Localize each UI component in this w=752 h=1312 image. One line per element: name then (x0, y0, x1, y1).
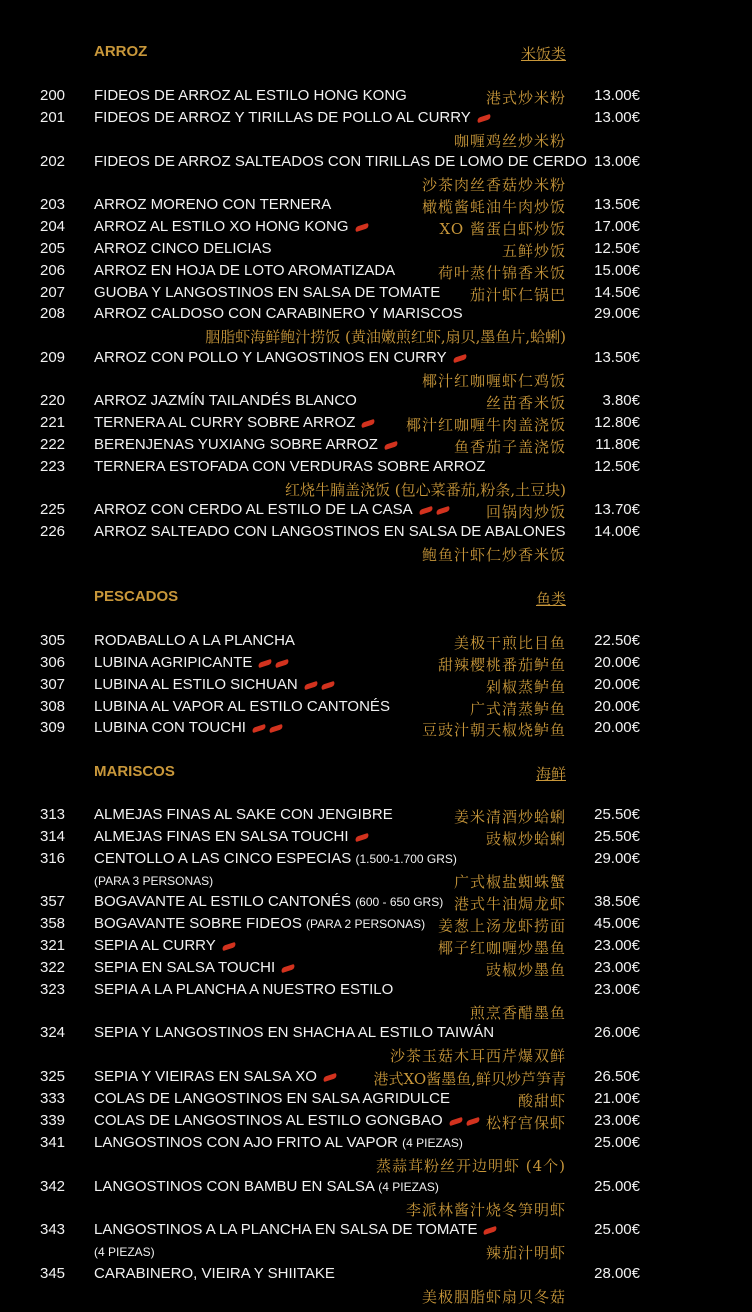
chili-icon (384, 440, 399, 449)
item-name: BOGAVANTE AL ESTILO CANTONÉS (94, 893, 352, 910)
item-name: CARABINERO, VIEIRA Y SHIITAKE (94, 1265, 335, 1282)
item-name-wrap (94, 915, 425, 932)
item-name: ALMEJAS FINAS EN SALSA TOUCHI (94, 828, 349, 845)
item-number: 226 (40, 523, 66, 540)
item-price: 13.50€ (594, 349, 640, 366)
item-name: COLAS DE LANGOSTINOS EN SALSA AGRIDULCE (94, 1090, 450, 1107)
item-price: 11.80€ (595, 436, 640, 453)
menu-item (0, 153, 752, 175)
item-name-chinese: 茄汁虾仁锅巴 (469, 286, 566, 304)
menu-item (0, 109, 752, 131)
menu-item (0, 806, 752, 828)
item-number: 341 (40, 1134, 66, 1151)
menu-item (0, 654, 752, 676)
menu-item (0, 458, 752, 480)
item-name: GUOBA Y LANGOSTINOS EN SALSA DE TOMATE (94, 284, 441, 301)
item-number: 309 (40, 719, 66, 736)
item-subnote: (PARA 3 PERSONAS) (94, 874, 214, 888)
chili-icon (354, 222, 369, 231)
chili-icon (320, 680, 335, 689)
item-price: 20.00€ (594, 676, 640, 693)
item-name-chinese: 酸甜虾 (517, 1092, 566, 1110)
item-price: 20.00€ (594, 698, 640, 715)
menu-item (0, 501, 752, 523)
item-name-wrap (94, 719, 283, 736)
item-number: 220 (40, 392, 66, 409)
item-name: LUBINA AL ESTILO SICHUAN (94, 676, 298, 693)
item-name: COLAS DE LANGOSTINOS AL ESTILO GONGBAO (94, 1112, 443, 1129)
menu-item (0, 1090, 752, 1112)
item-number: 323 (40, 981, 66, 998)
item-name-chinese: 鲍鱼汁虾仁炒香米饭 (421, 546, 566, 564)
menu-item (0, 349, 752, 371)
item-number: 223 (40, 458, 66, 475)
item-price: 3.80€ (602, 392, 640, 409)
item-name: LUBINA CON TOUCHI (94, 719, 246, 736)
menu-item (0, 1178, 752, 1200)
chili-icon (354, 832, 369, 841)
menu-item (0, 262, 752, 284)
item-number: 204 (40, 218, 66, 235)
chili-icon (252, 723, 267, 732)
item-price: 12.50€ (594, 240, 640, 257)
item-name-chinese: 咖喱鸡丝炒米粉 (453, 132, 566, 150)
chili-icon (221, 941, 236, 950)
item-name-chinese: 豉椒炒墨鱼 (485, 961, 566, 979)
item-name-wrap (94, 1134, 463, 1151)
item-name: FIDEOS DE ARROZ AL ESTILO HONG KONG (94, 87, 407, 104)
chili-icon (476, 113, 491, 122)
menu-item (0, 959, 752, 981)
item-number: 202 (40, 153, 66, 170)
item-name: RODABALLO A LA PLANCHA (94, 632, 295, 649)
item-name-wrap (94, 1112, 480, 1129)
menu-item (0, 981, 752, 1003)
section-title-chinese: 米饭类 (520, 45, 566, 63)
item-number: 307 (40, 676, 66, 693)
item-note: (4 PIEZAS) (378, 1180, 439, 1194)
item-name-chinese: 港式XO酱墨鱼,鲜贝炒芦笋青 (373, 1070, 566, 1088)
item-number: 357 (40, 893, 66, 910)
item-note: (600 - 650 GRS) (355, 895, 444, 909)
item-name-chinese: 煎烹香醋墨鱼 (469, 1004, 566, 1022)
item-number: 221 (40, 414, 66, 431)
item-name: ARROZ CON POLLO Y LANGOSTINOS EN CURRY (94, 349, 447, 366)
item-name-chinese: 松籽宫保虾 (485, 1114, 566, 1132)
item-name-wrap (94, 893, 443, 910)
item-price: 23.00€ (594, 959, 640, 976)
menu-item (0, 1134, 752, 1156)
chili-icon (281, 963, 296, 972)
item-price: 25.00€ (594, 1178, 640, 1195)
item-name-chinese: 广式椒盐蜘蛛蟹 (453, 873, 566, 891)
item-price: 13.50€ (594, 196, 640, 213)
item-name: TERNERA ESTOFADA CON VERDURAS SOBRE ARROZ (94, 458, 486, 475)
item-price: 25.00€ (594, 1134, 640, 1151)
item-name: ARROZ EN HOJA DE LOTO AROMATIZADA (94, 262, 396, 279)
section-title: PESCADOS (94, 588, 179, 605)
menu-item (0, 196, 752, 218)
item-name-wrap (94, 959, 295, 976)
section-title: ARROZ (94, 43, 148, 60)
item-number: 324 (40, 1024, 66, 1041)
menu-item (0, 828, 752, 850)
item-name: SEPIA Y LANGOSTINOS EN SHACHA AL ESTILO TAIWÁN (94, 1024, 495, 1041)
menu-item (0, 1068, 752, 1090)
item-name-wrap (94, 1068, 337, 1085)
menu-item (0, 414, 752, 436)
section-header-pescados (94, 588, 566, 608)
chili-icon (258, 658, 273, 667)
item-price: 26.50€ (594, 1068, 640, 1085)
item-number: 222 (40, 436, 66, 453)
menu-item (0, 1265, 752, 1287)
item-name-chinese: 红烧牛腩盖浇饭 (包心菜番茄,粉条,土豆块) (284, 481, 566, 499)
item-name: BOGAVANTE SOBRE FIDEOS (94, 915, 302, 932)
item-name-chinese: 美极干煎比目鱼 (453, 634, 566, 652)
chili-icon (448, 1116, 463, 1125)
item-name: ARROZ CALDOSO CON CARABINERO Y MARISCOS (94, 305, 463, 322)
menu-item (0, 240, 752, 262)
item-name-chinese: 港式炒米粉 (485, 89, 566, 107)
item-note: (4 PIEZAS) (402, 1136, 463, 1150)
section-title-chinese: 鱼类 (535, 590, 566, 608)
item-name: LANGOSTINOS CON BAMBU EN SALSA (94, 1178, 375, 1195)
item-name: ARROZ JAZMÍN TAILANDÉS BLANCO (94, 392, 357, 409)
item-name: ARROZ CINCO DELICIAS (94, 240, 272, 257)
item-number: 339 (40, 1112, 66, 1129)
item-number: 313 (40, 806, 66, 823)
item-name: ARROZ SALTEADO CON LANGOSTINOS EN SALSA DE ABALONES (94, 523, 566, 540)
item-number: 314 (40, 828, 66, 845)
item-price: 12.50€ (594, 458, 640, 475)
item-price: 20.00€ (594, 654, 640, 671)
item-name-chinese: 蒸蒜茸粉丝开边明虾 (4个) (375, 1157, 566, 1175)
item-name-chinese: 回锅肉炒饭 (485, 503, 566, 521)
item-name: LUBINA AL VAPOR AL ESTILO CANTONÉS (94, 698, 390, 715)
chili-icon (483, 1225, 498, 1234)
item-number: 316 (40, 850, 66, 867)
chili-icon (465, 1116, 480, 1125)
item-number: 322 (40, 959, 66, 976)
section-header-arroz (94, 43, 566, 63)
item-number: 200 (40, 87, 66, 104)
item-name-chinese: 豉椒炒蛤蜊 (485, 830, 566, 848)
item-number: 358 (40, 915, 66, 932)
item-name-chinese: 姜葱上汤龙虾捞面 (437, 917, 566, 935)
item-name-chinese: 美极胭脂虾扇贝冬菇 (421, 1288, 566, 1306)
item-name: ARROZ AL ESTILO XO HONG KONG (94, 218, 349, 235)
menu-item (0, 937, 752, 959)
item-price: 25.50€ (594, 828, 640, 845)
item-name-wrap (94, 414, 375, 431)
item-price: 28.00€ (594, 1265, 640, 1282)
item-name-chinese: 豆豉汁朝天椒烧鲈鱼 (421, 721, 566, 739)
item-name-chinese: 椰子红咖喱炒墨鱼 (437, 939, 566, 957)
item-name-wrap (94, 850, 457, 867)
item-price: 13.00€ (594, 87, 640, 104)
item-number: 206 (40, 262, 66, 279)
item-name: FIDEOS DE ARROZ SALTEADOS CON TIRILLAS DE LOMO DE CERDO (94, 153, 587, 170)
menu-item (0, 1024, 752, 1046)
menu-item (0, 305, 752, 327)
menu-item (0, 436, 752, 458)
item-price: 23.00€ (594, 981, 640, 998)
item-name-chinese: 沙茶肉丝香菇炒米粉 (421, 176, 566, 194)
item-price: 23.00€ (594, 1112, 640, 1129)
item-name-chinese: 姜米清酒炒蛤蜊 (453, 808, 566, 826)
item-price: 45.00€ (594, 915, 640, 932)
chili-icon (269, 723, 284, 732)
item-name-wrap (94, 654, 289, 671)
item-name-chinese: 丝苗香米饭 (485, 394, 566, 412)
item-name-wrap (94, 828, 369, 845)
item-name-chinese: 港式牛油焗龙虾 (453, 895, 566, 913)
section-title: MARISCOS (94, 763, 175, 780)
item-name: LANGOSTINOS A LA PLANCHA EN SALSA DE TOMATE (94, 1221, 478, 1238)
item-name-chinese: 胭脂虾海鲜鲍汁捞饭 (黄油嫩煎红虾,扇贝,墨鱼片,蛤蜊) (205, 328, 566, 346)
item-name-chinese: 椰汁红咖喱牛肉盖浇饭 (405, 416, 566, 434)
item-name-wrap (94, 218, 369, 235)
item-name-wrap (94, 501, 450, 518)
item-number: 325 (40, 1068, 66, 1085)
item-name-chinese: 五鲜炒饭 (501, 242, 566, 260)
item-name-wrap (94, 1221, 497, 1238)
item-name: BERENJENAS YUXIANG SOBRE ARROZ (94, 436, 378, 453)
item-number: 203 (40, 196, 66, 213)
menu-item (0, 392, 752, 414)
chili-icon (361, 418, 376, 427)
item-name: ALMEJAS FINAS AL SAKE CON JENGIBRE (94, 806, 393, 823)
menu-item (0, 87, 752, 109)
item-number: 305 (40, 632, 66, 649)
menu-item (0, 676, 752, 698)
item-number: 207 (40, 284, 66, 301)
item-number: 321 (40, 937, 66, 954)
item-price: 13.00€ (594, 109, 640, 126)
chili-icon (435, 505, 450, 514)
item-note: (1.500-1.700 GRS) (355, 852, 457, 866)
item-subnote: (4 PIEZAS) (94, 1245, 155, 1259)
item-name-wrap (94, 349, 467, 366)
chili-icon (275, 658, 290, 667)
item-name-chinese: 荷叶蒸什锦香米饭 (437, 264, 566, 282)
menu-item (0, 893, 752, 915)
item-number: 343 (40, 1221, 66, 1238)
menu-item (0, 850, 752, 872)
item-name-chinese: 广式清蒸鲈鱼 (469, 700, 566, 718)
menu-item (0, 523, 752, 545)
item-name-chinese: 剁椒蒸鲈鱼 (485, 678, 566, 696)
item-price: 20.00€ (594, 719, 640, 736)
item-name-wrap (94, 436, 398, 453)
item-number: 208 (40, 305, 66, 322)
item-price: 29.00€ (594, 305, 640, 322)
item-price: 38.50€ (594, 893, 640, 910)
item-name: TERNERA AL CURRY SOBRE ARROZ (94, 414, 356, 431)
section-header-mariscos (94, 763, 566, 783)
item-price: 25.50€ (594, 806, 640, 823)
menu-item (0, 1112, 752, 1134)
item-name-chinese: 椰汁红咖喱虾仁鸡饭 (421, 372, 566, 390)
item-name: LUBINA AGRIPICANTE (94, 654, 253, 671)
item-price: 14.00€ (594, 523, 640, 540)
item-name: SEPIA AL CURRY (94, 937, 216, 954)
item-price: 25.00€ (594, 1221, 640, 1238)
item-name: LANGOSTINOS CON AJO FRITO AL VAPOR (94, 1134, 398, 1151)
item-price: 29.00€ (594, 850, 640, 867)
item-name-wrap (94, 676, 335, 693)
item-name-chinese: 橄榄酱蚝油牛肉炒饭 (421, 198, 566, 216)
section-title-chinese: 海鲜 (535, 765, 566, 783)
item-number: 342 (40, 1178, 66, 1195)
menu-item (0, 698, 752, 720)
item-number: 306 (40, 654, 66, 671)
chili-icon (303, 680, 318, 689)
chili-icon (418, 505, 433, 514)
menu-item (0, 632, 752, 654)
item-price: 13.00€ (594, 153, 640, 170)
item-name: ARROZ MORENO CON TERNERA (94, 196, 332, 213)
item-name-chinese: 沙茶玉菇木耳西芹爆双鲜 (389, 1047, 566, 1065)
item-price: 12.80€ (594, 414, 640, 431)
item-name: SEPIA A LA PLANCHA A NUESTRO ESTILO (94, 981, 394, 998)
menu-item (0, 719, 752, 741)
item-price: 14.50€ (594, 284, 640, 301)
item-price: 26.00€ (594, 1024, 640, 1041)
item-name: ARROZ CON CERDO AL ESTILO DE LA CASA (94, 501, 413, 518)
item-price: 22.50€ (594, 632, 640, 649)
menu-item (0, 284, 752, 306)
item-name-wrap (94, 937, 236, 954)
item-number: 333 (40, 1090, 66, 1107)
item-number: 345 (40, 1265, 66, 1282)
item-number: 225 (40, 501, 66, 518)
item-name: CENTOLLO A LAS CINCO ESPECIAS (94, 850, 352, 867)
item-price: 23.00€ (594, 937, 640, 954)
item-note: (PARA 2 PERSONAS) (306, 917, 426, 931)
item-name-chinese: 辣茄汁明虾 (485, 1244, 566, 1262)
item-name-chinese: 鱼香茄子盖浇饭 (453, 438, 566, 456)
item-price: 15.00€ (594, 262, 640, 279)
chili-icon (322, 1072, 337, 1081)
item-price: 13.70€ (594, 501, 640, 518)
item-number: 209 (40, 349, 66, 366)
item-name: SEPIA EN SALSA TOUCHI (94, 959, 276, 976)
item-name-wrap (94, 109, 491, 126)
item-number: 308 (40, 698, 66, 715)
item-name-wrap (94, 1178, 439, 1195)
menu-item (0, 915, 752, 937)
item-price: 21.00€ (594, 1090, 640, 1107)
item-name-chinese: 甜辣樱桃番茄鲈鱼 (437, 656, 566, 674)
item-price: 17.00€ (594, 218, 640, 235)
item-name-chinese: XO 酱蛋白虾炒饭 (439, 220, 566, 238)
chili-icon (452, 353, 467, 362)
menu-item (0, 218, 752, 240)
item-name: FIDEOS DE ARROZ Y TIRILLAS DE POLLO AL CURRY (94, 109, 471, 126)
item-name: SEPIA Y VIEIRAS EN SALSA XO (94, 1068, 317, 1085)
item-number: 205 (40, 240, 66, 257)
menu-item (0, 1221, 752, 1243)
item-name-chinese: 李派林酱汁烧冬笋明虾 (405, 1201, 566, 1219)
item-number: 201 (40, 109, 66, 126)
